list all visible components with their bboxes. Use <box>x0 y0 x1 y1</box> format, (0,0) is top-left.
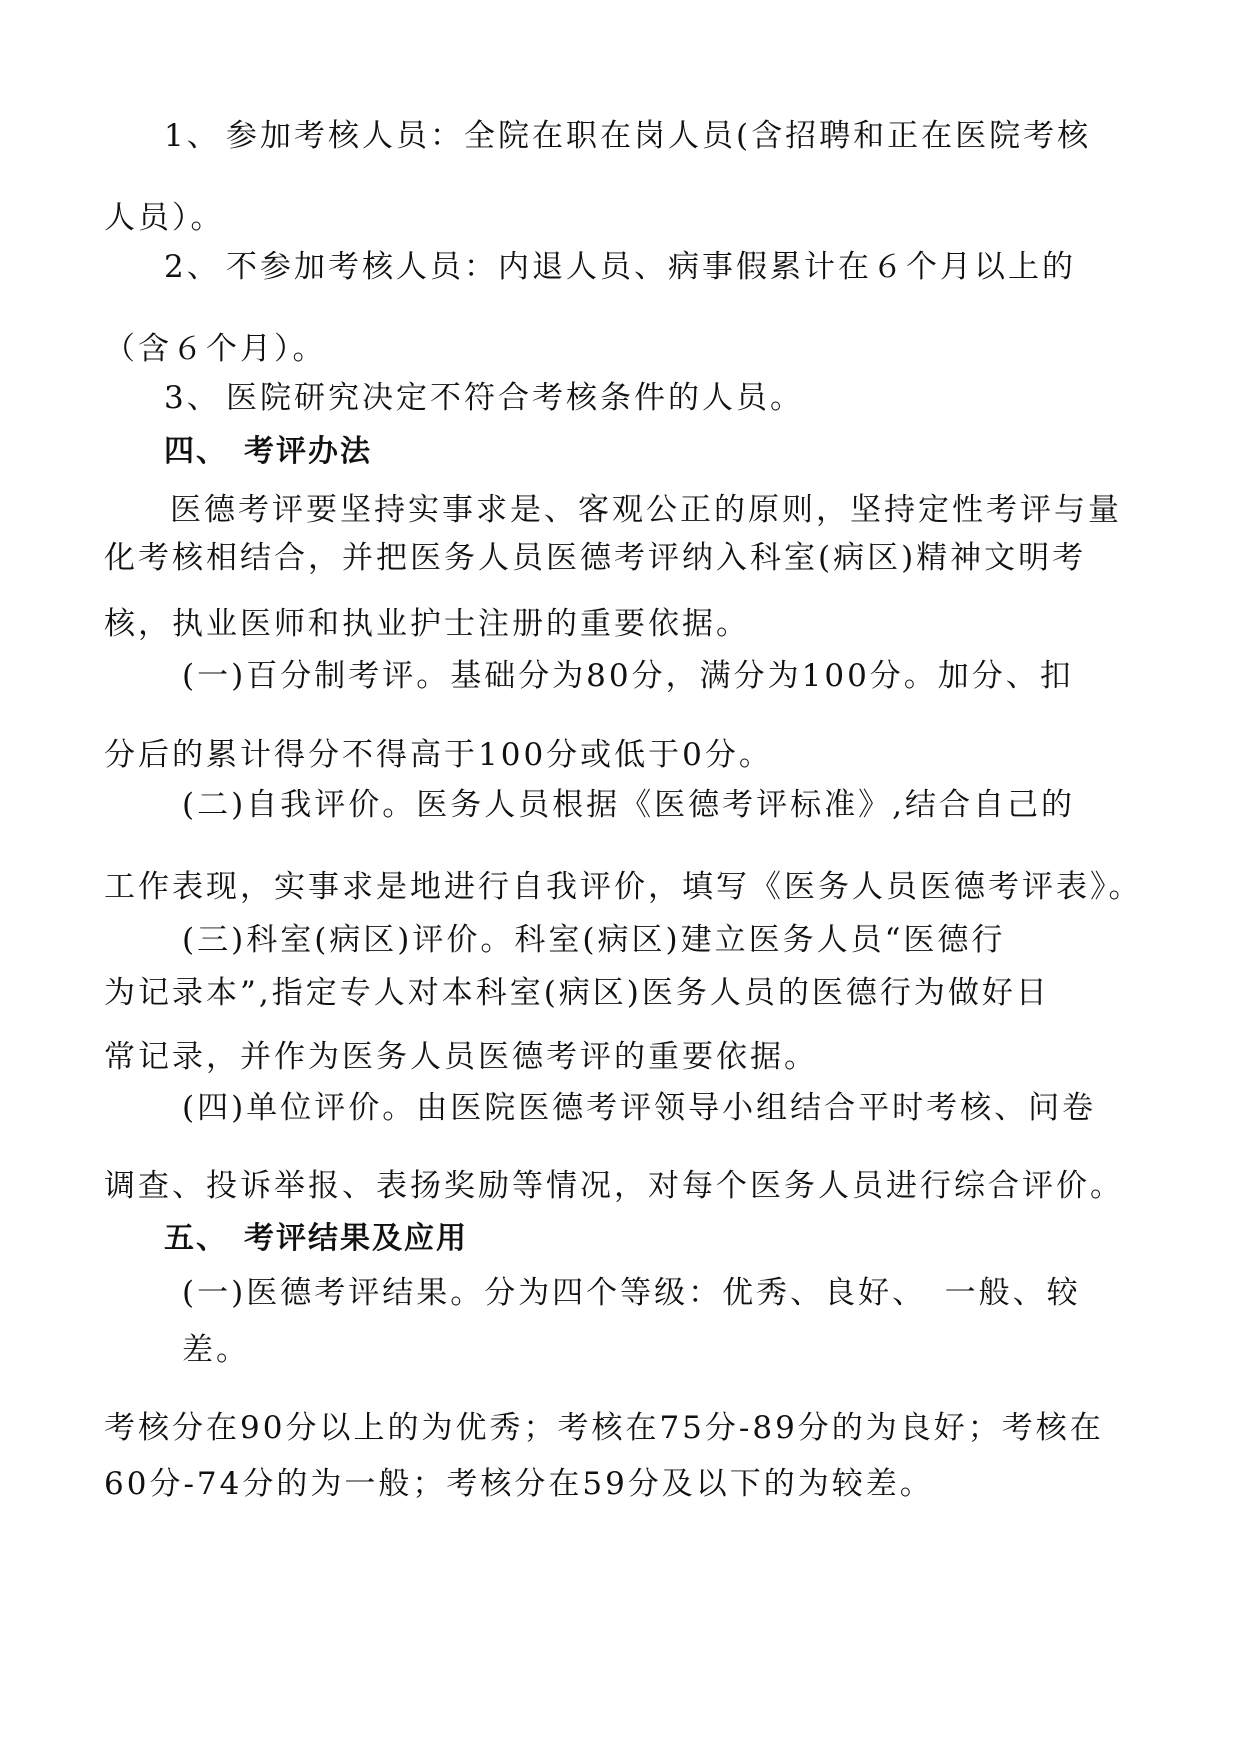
line-text: 医院研究决定不符合考核条件的人员。 <box>226 380 804 416</box>
line-text: 工作表现，实事求是地进行自我评价，填写《医务人员医德考评表》。 <box>104 869 1143 905</box>
paragraph-line-13 <box>104 867 1143 907</box>
paragraph-line-3 <box>164 247 1076 287</box>
line-text: (四)单位评价。由医院医德考评领导小组结合平时考核、问卷 <box>182 1090 1097 1126</box>
line-text: 60分-74分的为一般；考核分在59分及以下的为较差。 <box>104 1466 934 1502</box>
section-number: 四、 <box>164 434 228 469</box>
line-text: 考核分在90分以上的为优秀；考核在75分-89分的为良好；考核在 <box>104 1410 1104 1446</box>
section-heading-4 <box>164 432 372 472</box>
paragraph-line-4 <box>104 329 327 369</box>
item-number: 3、 <box>164 380 221 416</box>
paragraph-line-12 <box>182 785 1075 825</box>
line-text: 参加考核人员：全院在职在岗人员(含招聘和正在医院考核 <box>226 118 1092 154</box>
section-heading-5 <box>164 1219 468 1259</box>
line-text: 核，执业医师和执业护士注册的重要依据。 <box>104 606 750 642</box>
paragraph-line-17 <box>182 1088 1096 1128</box>
line-text: (二)自我评价。医务人员根据《医德考评标准》,结合自己的 <box>182 787 1076 823</box>
paragraph-line-16 <box>104 1037 818 1077</box>
line-text: (一)百分制考评。基础分为80分，满分为100分。加分、扣 <box>182 658 1074 694</box>
paragraph-line-18 <box>104 1166 1124 1206</box>
line-text: 不参加考核人员：内退人员、病事假累计在６个月以上的 <box>226 249 1076 285</box>
section-title: 考评办法 <box>244 434 372 469</box>
paragraph-line-14 <box>182 920 1005 960</box>
paragraph-line-15 <box>104 973 1050 1013</box>
paragraph-line-20 <box>182 1273 1081 1313</box>
paragraph-line-11 <box>104 735 773 775</box>
paragraph-line-10 <box>182 656 1074 696</box>
line-text: 人员）。 <box>104 200 225 236</box>
line-text: 常记录，并作为医务人员医德考评的重要依据。 <box>104 1039 818 1075</box>
item-number: 1、 <box>164 118 221 154</box>
paragraph-line-22 <box>104 1408 1104 1448</box>
paragraph-line-2 <box>104 198 225 238</box>
line-text: (一)医德考评结果。分为四个等级：优秀、良好、 一般、较 <box>182 1275 1081 1311</box>
paragraph-line-1 <box>164 116 1091 156</box>
section-title: 考评结果及应用 <box>244 1221 468 1256</box>
line-text: (三)科室(病区)评价。科室(病区)建立医务人员“医德行 <box>182 922 1006 958</box>
line-text: 差。 <box>182 1332 250 1368</box>
paragraph-line-21 <box>182 1330 250 1370</box>
line-text: （含６个月）。 <box>104 331 327 367</box>
paragraph-line-8 <box>104 538 1086 578</box>
paragraph-line-23 <box>104 1464 934 1504</box>
paragraph-line-7 <box>170 490 1122 530</box>
line-text: 分后的累计得分不得高于100分或低于0分。 <box>104 737 773 773</box>
section-number: 五、 <box>164 1221 228 1256</box>
item-number: 2、 <box>164 249 221 285</box>
line-text: 医德考评要坚持实事求是、客观公正的原则，坚持定性考评与量 <box>170 492 1122 528</box>
line-text: 化考核相结合，并把医务人员医德考评纳入科室(病区)精神文明考 <box>104 540 1087 576</box>
paragraph-line-9 <box>104 604 750 644</box>
line-text: 调查、投诉举报、表扬奖励等情况，对每个医务人员进行综合评价。 <box>104 1168 1124 1204</box>
paragraph-line-5 <box>164 378 804 418</box>
line-text: 为记录本”,指定专人对本科室(病区)医务人员的医德行为做好日 <box>104 975 1050 1011</box>
